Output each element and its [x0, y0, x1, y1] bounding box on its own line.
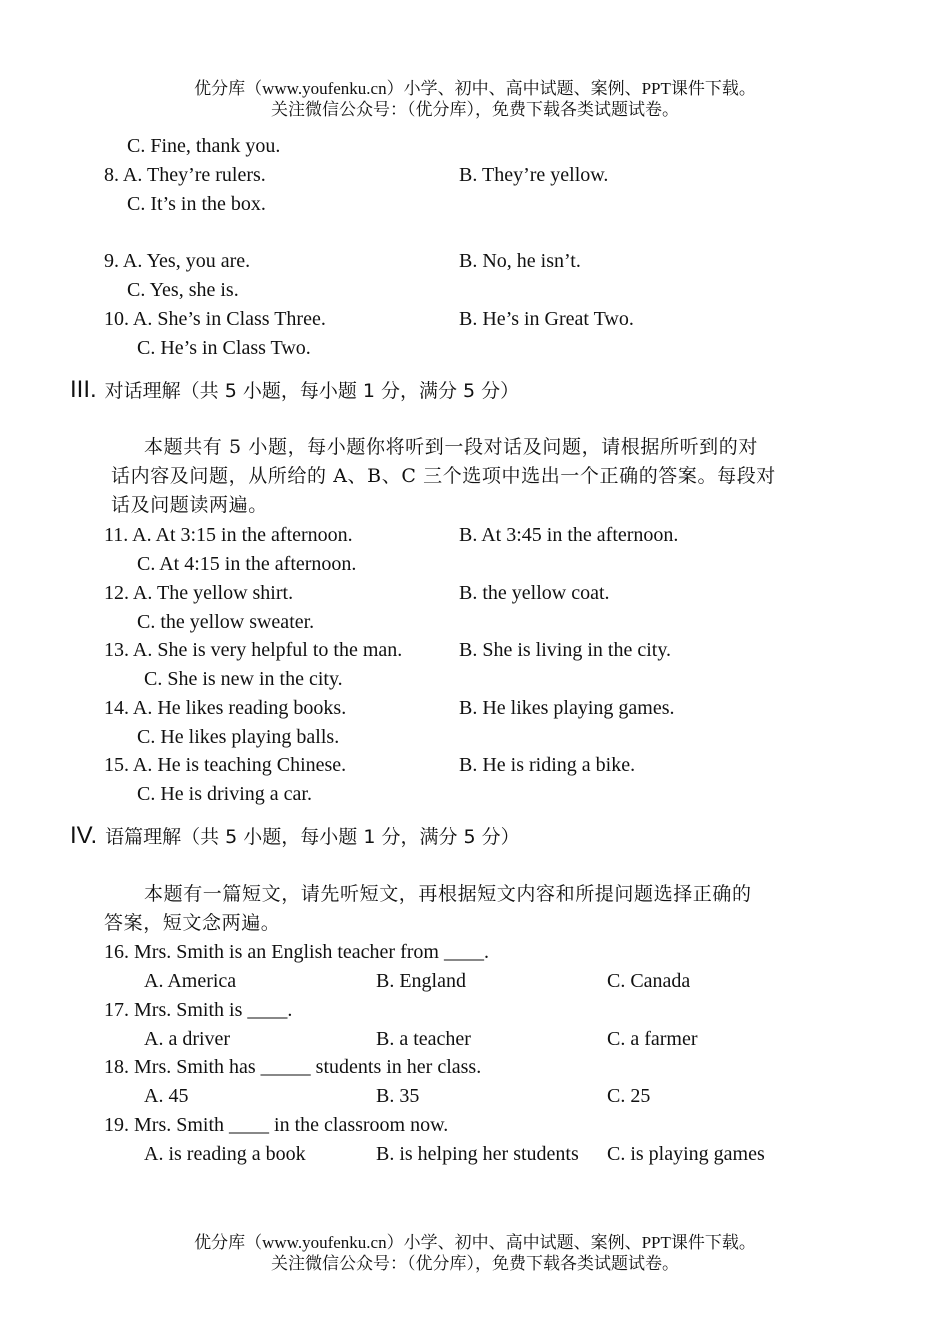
- q13-option-c: C. She is new in the city.: [144, 668, 343, 690]
- section3-instruction-line2: 话内容及问题，从所给的 A、B、C 三个选项中选出一个正确的答案。每段对: [111, 465, 776, 487]
- q11-option-c: C. At 4:15 in the afternoon.: [137, 553, 357, 575]
- section4-numeral: IV.: [70, 822, 98, 849]
- section3-instruction-line1: 本题共有 5 小题，每小题你将听到一段对话及问题，请根据所听到的对: [144, 436, 758, 458]
- q15-option-b: B. He is riding a bike.: [459, 754, 636, 776]
- q12-option-a: 12. A. The yellow shirt.: [104, 582, 294, 604]
- q16-stem: 16. Mrs. Smith is an English teacher from ____.: [104, 941, 489, 963]
- section4-instruction-line1: 本题有一篇短文，请先听短文，再根据短文内容和所提问题选择正确的: [144, 883, 752, 905]
- page-footer-line2: 关注微信公众号：（优分库），免费下载各类试题试卷。: [271, 1254, 679, 1273]
- q14-option-b: B. He likes playing games.: [459, 697, 675, 719]
- q13-option-a: 13. A. She is very helpful to the man.: [104, 639, 403, 661]
- q10-option-a: 10. A. She’s in Class Three.: [104, 308, 326, 330]
- q11-option-a: 11. A. At 3:15 in the afternoon.: [104, 524, 353, 546]
- page-footer-line1: 优分库（www.youfenku.cn）小学、初中、高中试题、案例、PPT课件下载。: [194, 1233, 756, 1252]
- page-header-line1: 优分库（www.youfenku.cn）小学、初中、高中试题、案例、PPT课件下载。: [194, 79, 756, 98]
- q12-option-b: B. the yellow coat.: [459, 582, 610, 604]
- q19-stem: 19. Mrs. Smith ____ in the classroom now.: [104, 1114, 449, 1136]
- q16-option-c: C. Canada: [607, 970, 691, 992]
- section4-instruction-line2: 答案，短文念两遍。: [104, 912, 281, 934]
- q7-option-c: C. Fine, thank you.: [127, 135, 281, 157]
- section3-instruction-line3: 话及问题读两遍。: [111, 494, 268, 516]
- q9-option-a: 9. A. Yes, you are.: [104, 250, 251, 272]
- q16-option-b: B. England: [376, 970, 466, 992]
- q19-option-c: C. is playing games: [607, 1143, 765, 1165]
- q13-option-b: B. She is living in the city.: [459, 639, 672, 661]
- q18-option-b: B. 35: [376, 1085, 420, 1107]
- q17-option-b: B. a teacher: [376, 1028, 471, 1050]
- q14-option-c: C. He likes playing balls.: [137, 726, 340, 748]
- q11-option-b: B. At 3:45 in the afternoon.: [459, 524, 679, 546]
- section3-numeral: III.: [70, 376, 97, 403]
- q19-option-a: A. is reading a book: [144, 1143, 306, 1165]
- q17-option-c: C. a farmer: [607, 1028, 698, 1050]
- q17-stem: 17. Mrs. Smith is ____.: [104, 999, 293, 1021]
- q16-option-a: A. America: [144, 970, 237, 992]
- section3-title: 对话理解（共 5 小题，每小题 1 分，满分 5 分）: [104, 380, 520, 402]
- q9-option-b: B. No, he isn’t.: [459, 250, 581, 272]
- section4-heading: [70, 823, 520, 850]
- q18-stem: 18. Mrs. Smith has _____ students in her class.: [104, 1056, 482, 1078]
- section4-title: 语篇理解（共 5 小题，每小题 1 分，满分 5 分）: [105, 826, 520, 848]
- q15-option-a: 15. A. He is teaching Chinese.: [104, 754, 347, 776]
- q8-option-c: C. It’s in the box.: [127, 193, 266, 215]
- q12-option-c: C. the yellow sweater.: [137, 611, 315, 633]
- page-header-line2: 关注微信公众号：（优分库），免费下载各类试题试卷。: [271, 100, 679, 119]
- q14-option-a: 14. A. He likes reading books.: [104, 697, 347, 719]
- q8-option-b: B. They’re yellow.: [459, 164, 609, 186]
- q10-option-c: C. He’s in Class Two.: [137, 337, 311, 359]
- q10-option-b: B. He’s in Great Two.: [459, 308, 634, 330]
- q18-option-a: A. 45: [144, 1085, 189, 1107]
- q8-option-a: 8. A. They’re rulers.: [104, 164, 266, 186]
- q18-option-c: C. 25: [607, 1085, 651, 1107]
- q15-option-c: C. He is driving a car.: [137, 783, 312, 805]
- q19-option-b: B. is helping her students: [376, 1143, 579, 1165]
- q17-option-a: A. a driver: [144, 1028, 231, 1050]
- section3-heading: [70, 377, 519, 404]
- q9-option-c: C. Yes, she is.: [127, 279, 239, 301]
